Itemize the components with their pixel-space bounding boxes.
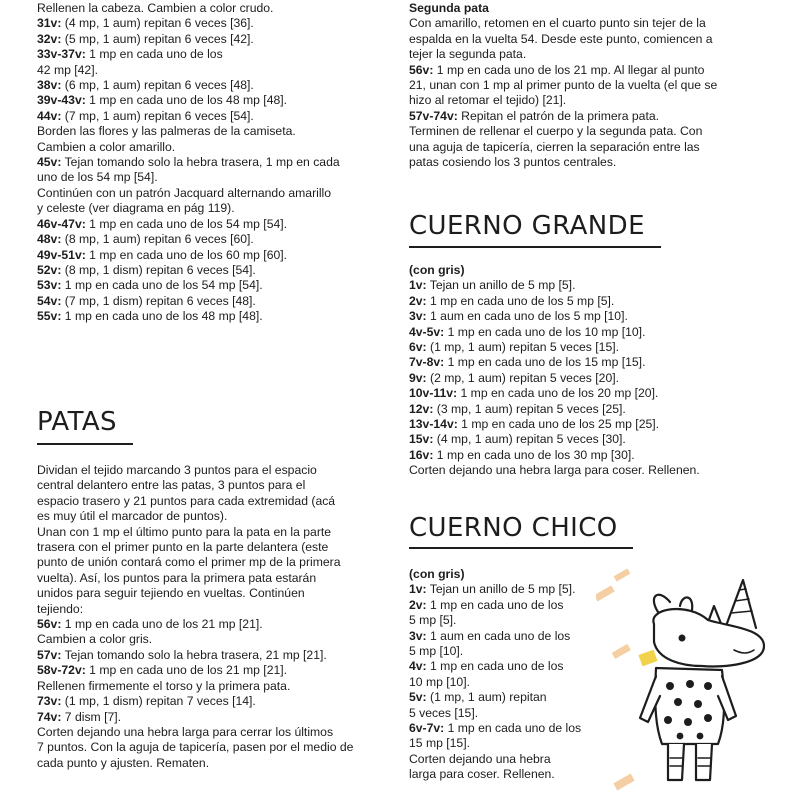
patas-heading-rule [37, 443, 133, 445]
step-text: Rellenen la cabeza. Cambien a color crudo. [37, 1, 274, 15]
step-text: espacio trasero y 21 puntos para cada extremidad (acá [37, 493, 336, 508]
instruction-line [37, 278, 389, 293]
confetti-dash [596, 585, 615, 601]
instruction-line [37, 47, 389, 62]
step-text: (4 mp, 1 aum) repitan 5 veces [30]. [433, 432, 626, 447]
instruction-line [37, 586, 389, 601]
step-text: 1 mp en cada uno de los [426, 597, 564, 612]
step-text: 21, unan con 1 mp al primer punto de la vuelta (el que se [409, 78, 718, 93]
step-text: Corten dejando una hebra [409, 751, 551, 766]
step-text: 1 mp en cada uno de los 54 mp [54]. [61, 278, 263, 293]
step-label: 7v-8v: [409, 355, 445, 370]
step-text: 1 aum en cada uno de los [426, 628, 571, 643]
instruction-line [409, 659, 609, 674]
instruction-line [37, 540, 389, 555]
step-label: 55v: [37, 309, 62, 324]
instruction-line [409, 690, 609, 705]
step-label: 6v: [409, 340, 427, 355]
step-text: 1 mp en cada uno de los 48 mp [48]. [61, 309, 263, 324]
instruction-line [37, 555, 389, 570]
instruction-line [37, 140, 389, 155]
step-label: 45v: [37, 155, 62, 170]
instruction-line [409, 629, 609, 644]
step-label: 49v-51v: [37, 247, 86, 262]
cuerno-chico-subheading: (con gris) [409, 567, 465, 581]
instruction-line [37, 201, 389, 216]
instruction-line [37, 663, 389, 678]
step-text: es muy útil el marcador de puntos). [37, 509, 228, 524]
cuerno-grande-heading: CUERNO GRANDE [409, 211, 645, 241]
step-label: 57v: [37, 647, 62, 662]
step-label: 3v: [409, 309, 427, 324]
step-text: (7 mp, 1 aum) repitan 6 veces [54]. [61, 108, 254, 123]
step-label: 32v: [37, 31, 62, 46]
instruction-line [37, 93, 389, 108]
step-label: 57v-74v: [409, 108, 458, 123]
step-label: 56v: [37, 617, 62, 632]
step-label: 54v: [37, 293, 62, 308]
step-text: Continúen con un patrón Jacquard alternando amarillo [37, 185, 332, 200]
step-text: Cambien a color amarillo. [37, 139, 176, 154]
instruction-line [37, 494, 389, 509]
instruction-line [409, 675, 609, 690]
step-label: 1v: [409, 278, 427, 293]
instruction-line [37, 309, 389, 324]
segunda-pata-section [409, 1, 777, 170]
segunda-pata-subheading: Segunda pata [409, 1, 489, 15]
step-label: 48v: [37, 232, 62, 247]
step-text: uno de los 54 mp [54]. [37, 170, 158, 185]
step-label: 15v: [409, 432, 434, 447]
step-label: 56v: [409, 62, 434, 77]
step-text: Dividan el tejido marcando 3 puntos para el espacio [37, 463, 317, 477]
left-column-instructions [37, 1, 389, 325]
instruction-line [409, 309, 769, 324]
step-text: 1 mp en cada uno de los 21 mp [21]. [61, 617, 263, 632]
instruction-line [409, 294, 769, 309]
step-text: Tejan tomando solo la hebra trasera, 21 mp [21]. [61, 647, 327, 662]
step-label: 33v-37v: [37, 47, 86, 62]
step-text: larga para coser. Rellenen. [409, 767, 555, 782]
instruction-line [37, 571, 389, 586]
instruction-line [409, 402, 769, 417]
instruction-line [409, 109, 777, 124]
patas-instructions [37, 463, 389, 771]
step-label: 12v: [409, 401, 434, 416]
step-text: 1 mp en cada uno de los [426, 659, 564, 674]
step-text: Tejan un anillo de 5 mp [5]. [426, 582, 576, 597]
step-text: (7 mp, 1 dism) repitan 6 veces [48]. [61, 293, 256, 308]
instruction-line [37, 463, 389, 478]
instruction-line [409, 613, 609, 628]
instruction-line [37, 725, 389, 740]
step-text: 7 dism [7]. [61, 709, 122, 724]
instruction-line [37, 78, 389, 93]
step-text: (1 mp, 1 dism) repitan 7 veces [14]. [61, 694, 256, 709]
instruction-line [409, 752, 609, 767]
step-label: 53v: [37, 278, 62, 293]
instruction-line [37, 632, 389, 647]
step-text: 1 aum en cada uno de los 5 mp [10]. [426, 309, 628, 324]
confetti-dash [613, 774, 634, 791]
step-text: Cambien a color gris. [37, 632, 153, 647]
step-label: 3v: [409, 628, 427, 643]
step-label: 2v: [409, 293, 427, 308]
instruction-line [37, 155, 389, 170]
step-text: hizo al retomar el tejido) [21]. [409, 93, 567, 108]
step-text: 1 mp en cada uno de los [85, 47, 223, 62]
step-label: 6v-7v: [409, 721, 445, 736]
step-text: 1 mp en cada uno de los 25 mp [25]. [457, 417, 660, 432]
step-text: 10 mp [10]. [409, 674, 470, 689]
step-text: (1 mp, 1 aum) repitan 5 veces [15]. [426, 340, 620, 355]
step-text: 1 mp en cada uno de los 54 mp [54]. [85, 216, 288, 231]
cuerno-grande-instructions [409, 278, 769, 478]
instruction-line [409, 63, 777, 78]
step-label: 5v: [409, 690, 427, 705]
step-label: 4v: [409, 659, 427, 674]
confetti-block [638, 650, 657, 667]
instruction-line [409, 463, 769, 478]
step-label: 52v: [37, 262, 62, 277]
step-text: Unan con 1 mp el último punto para la pata en la parte [37, 524, 332, 539]
step-text: (1 mp, 1 aum) repitan [426, 690, 547, 705]
instruction-line [409, 355, 769, 370]
instruction-line [37, 1, 389, 16]
instruction-line [409, 47, 777, 62]
instruction-line [409, 16, 777, 31]
step-text: Terminen de rellenar el cuerpo y la segunda pata. Con [409, 124, 703, 139]
instruction-line [37, 756, 389, 771]
step-label: 39v-43v: [37, 93, 86, 108]
instruction-line [37, 710, 389, 725]
instruction-line [37, 648, 389, 663]
step-text: 1 mp en cada uno de los [444, 721, 582, 736]
step-text: tejiendo: [37, 601, 84, 616]
step-text: Tejan un anillo de 5 mp [5]. [426, 278, 576, 293]
step-text: 5 mp [5]. [409, 613, 457, 628]
confetti-dash [614, 568, 631, 581]
instruction-line [409, 721, 609, 736]
step-text: (4 mp, 1 aum) repitan 6 veces [36]. [61, 16, 254, 31]
instruction-line [409, 644, 609, 659]
step-text: Repitan el patrón de la primera pata. [457, 108, 660, 123]
instruction-line [409, 706, 609, 721]
step-text: Corten dejando una hebra larga para coser. Rellenen. [409, 463, 700, 478]
step-text: Rellenen firmemente el torso y la primera pata. [37, 678, 291, 693]
step-text: Corten dejando una hebra larga para cerrar los últimos [37, 724, 334, 739]
instruction-line [37, 740, 389, 755]
step-text: trasera con el primer punto en la parte delantera (este [37, 540, 329, 555]
step-text: unidos para seguir tejiendo en vueltas. Continúen [37, 586, 305, 601]
instruction-line [409, 140, 777, 155]
instruction-line [409, 448, 769, 463]
step-label: 46v-47v: [37, 216, 86, 231]
step-text: vuelta). Así, los puntos para la primera pata estarán [37, 570, 317, 585]
instruction-line [37, 294, 389, 309]
instruction-line [409, 93, 777, 108]
instruction-line [37, 525, 389, 540]
instruction-line [409, 371, 769, 386]
cuerno-grande-heading-rule [409, 246, 661, 248]
step-text: (5 mp, 1 aum) repitan 6 veces [42]. [61, 31, 254, 46]
cuerno-grande-section [409, 263, 769, 479]
instruction-line [409, 124, 777, 139]
instruction-line [37, 694, 389, 709]
instruction-line [409, 325, 769, 340]
cuerno-chico-instructions [409, 582, 609, 782]
step-text: cada punto y ajusten. Rematen. [37, 755, 210, 770]
instruction-line [37, 617, 389, 632]
instruction-line [409, 155, 777, 170]
step-label: 10v-11v: [409, 386, 458, 401]
step-label: 74v: [37, 709, 62, 724]
instruction-line [409, 78, 777, 93]
instruction-line [409, 386, 769, 401]
cuerno-chico-section [409, 567, 609, 783]
instruction-line [409, 340, 769, 355]
step-text: (6 mp, 1 aum) repitan 6 veces [48]. [61, 78, 254, 93]
instruction-line [409, 598, 609, 613]
step-label: 9v: [409, 370, 427, 385]
step-text: patas cosiendo los 3 puntos centrales. [409, 155, 617, 170]
instruction-line [37, 32, 389, 47]
step-label: 44v: [37, 108, 62, 123]
step-text: (8 mp, 1 aum) repitan 6 veces [60]. [61, 232, 254, 247]
instruction-line [409, 736, 609, 751]
step-label: 16v: [409, 447, 434, 462]
rhino-illustration-icon [596, 568, 796, 800]
step-text: 1 mp en cada uno de los 60 mp [60]. [85, 247, 288, 262]
step-text: 1 mp en cada uno de los 21 mp [21]. [85, 663, 288, 678]
step-text: 1 mp en cada uno de los 20 mp [20]. [457, 386, 659, 401]
instruction-line [37, 186, 389, 201]
instruction-line [409, 582, 609, 597]
instruction-line [37, 602, 389, 617]
step-text: 5 veces [15]. [409, 705, 479, 720]
instruction-line [409, 767, 609, 782]
instruction-line [409, 417, 769, 432]
instruction-line [37, 124, 389, 139]
step-text: Borden las flores y las palmeras de la camiseta. [37, 124, 296, 139]
cuerno-chico-heading: CUERNO CHICO [409, 513, 618, 543]
step-label: 4v-5v: [409, 324, 445, 339]
step-text: 1 mp en cada uno de los 21 mp. Al llegar al punto [433, 62, 705, 77]
step-text: espalda en la vuelta 54. Desde este punto, comiencen a [409, 31, 713, 46]
step-text: tejer la segunda pata. [409, 47, 527, 62]
step-label: 13v-14v: [409, 417, 458, 432]
step-label: 73v: [37, 694, 62, 709]
confetti-dash [612, 644, 631, 659]
step-text: 5 mp [10]. [409, 644, 464, 659]
step-text: central delantero entre las patas, 3 puntos para el [37, 478, 306, 493]
cuerno-grande-subheading: (con gris) [409, 263, 465, 277]
segunda-pata-instructions [409, 16, 777, 170]
step-label: 2v: [409, 597, 427, 612]
instruction-line [37, 509, 389, 524]
instruction-line [409, 278, 769, 293]
step-text: 7 puntos. Con la aguja de tapicería, pasen por el medio de [37, 740, 354, 755]
step-text: Con amarillo, retomen en el cuarto punto sin tejer de la [409, 16, 706, 31]
instruction-line [37, 679, 389, 694]
instruction-line [37, 478, 389, 493]
step-text: (3 mp, 1 aum) repitan 5 veces [25]. [433, 401, 626, 416]
step-text: una aguja de tapicería, cierren la separación entre las [409, 139, 700, 154]
instruction-line [37, 16, 389, 31]
instruction-line [37, 217, 389, 232]
step-text: 42 mp [42]. [37, 62, 98, 77]
step-text: 1 mp en cada uno de los 5 mp [5]. [426, 293, 615, 308]
instruction-line [37, 248, 389, 263]
step-text: 1 mp en cada uno de los 10 mp [10]. [444, 324, 646, 339]
instruction-line [409, 32, 777, 47]
step-label: 31v: [37, 16, 62, 31]
instruction-line [409, 432, 769, 447]
step-text: (8 mp, 1 dism) repitan 6 veces [54]. [61, 262, 256, 277]
step-text: 1 mp en cada uno de los 48 mp [48]. [85, 93, 288, 108]
patas-heading: PATAS [37, 407, 117, 437]
instruction-line [37, 109, 389, 124]
step-text: punto de unión contará como el primer mp de la primera [37, 555, 341, 570]
instruction-line [37, 232, 389, 247]
step-text: 15 mp [15]. [409, 736, 470, 751]
step-text: (2 mp, 1 aum) repitan 5 veces [20]. [426, 370, 620, 385]
instruction-line [37, 63, 389, 78]
cuerno-chico-heading-rule [409, 547, 633, 549]
decorative-confetti [596, 568, 658, 790]
instruction-line [37, 170, 389, 185]
instruction-line [37, 263, 389, 278]
step-label: 1v: [409, 582, 427, 597]
step-label: 58v-72v: [37, 663, 86, 678]
step-text: Tejan tomando solo la hebra trasera, 1 mp en cada [61, 155, 340, 170]
step-text: 1 mp en cada uno de los 15 mp [15]. [444, 355, 646, 370]
step-text: y celeste (ver diagrama en pág 119). [37, 201, 235, 216]
step-label: 38v: [37, 78, 62, 93]
step-text: 1 mp en cada uno de los 30 mp [30]. [433, 447, 635, 462]
